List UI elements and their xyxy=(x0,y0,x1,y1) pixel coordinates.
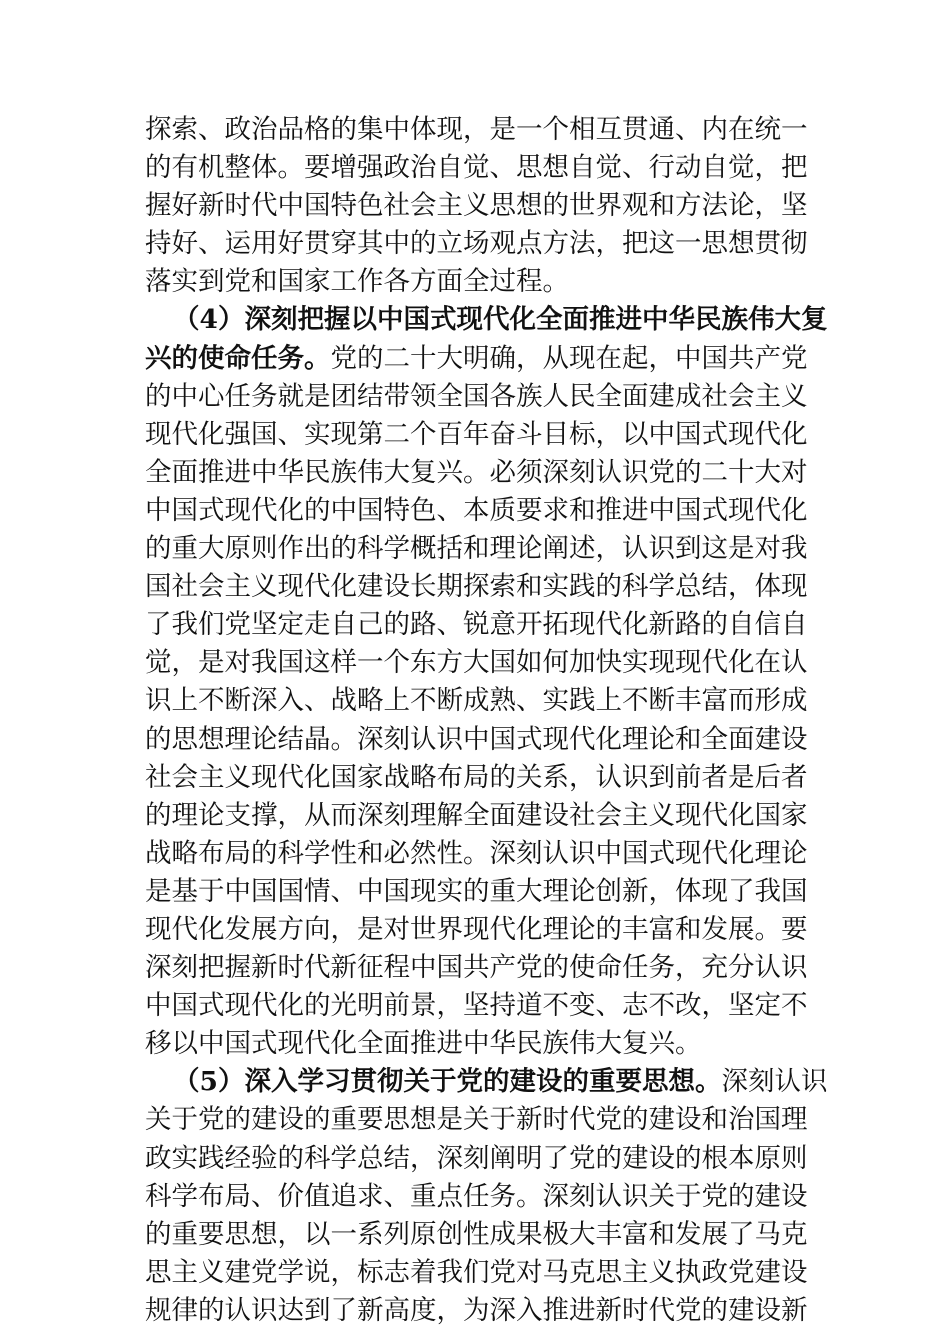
text-line: 国 社 会 主 义 现 代 化 建 设 长 期 探 索 和 实 践 的 科 学 总 结 ， 体 现 xyxy=(145,571,808,603)
text-line: 规 律 的 认 识 达 到 了 新 高 度 ， 为 深 入 推 进 新 时 代 党 的 建 设 新 xyxy=(145,1294,808,1326)
text-line: 的 理 论 支 撑 ， 从 而 深 刻 理 解 全 面 建 设 社 会 主 义 现 代 化 国 家 xyxy=(145,799,808,831)
text-line: 政 实 践 经 验 的 科 学 总 结 ， 深 刻 阐 明 了 党 的 建 设 的 根 本 原 则 xyxy=(145,1142,808,1174)
document-page xyxy=(145,111,828,1330)
text-line: 是 基 于 中 国 国 情 、 中 国 现 实 的 重 大 理 论 创 新 ， 体 现 了 我 国 xyxy=(145,875,808,907)
text-line: 觉 ， 是 对 我 国 这 样 一 个 东 方 大 国 如 何 加 快 实 现 现 代 化 在 认 xyxy=(145,647,808,679)
text-line: 战 略 布 局 的 科 学 性 和 必 然 性 。 深 刻 认 识 中 国 式 现 代 化 理 论 xyxy=(145,837,808,869)
text-line: 的 有 机 整 体 。 要 增 强 政 治 自 觉 、 思 想 自 觉 、 行 动 自 觉 ， 把 xyxy=(145,152,808,184)
text-line: 的 重 大 原 则 作 出 的 科 学 概 括 和 理 论 阐 述 ， 认 识 到 这 是 对 我 xyxy=(145,533,808,565)
text-line: 了 我 们 党 坚 定 走 自 己 的 路 、 锐 意 开 拓 现 代 化 新 路 的 自 信 自 xyxy=(145,609,808,641)
text-line: 的 思 想 理 论 结 晶 。 深 刻 认 识 中 国 式 现 代 化 理 论 和 全 面 建 设 xyxy=(145,723,808,755)
text-line: 现 代 化 发 展 方 向 ， 是 对 世 界 现 代 化 理 论 的 丰 富 和 发 展 。 要 xyxy=(145,913,808,945)
text-line: 持 好 、 运 用 好 贯 穿 其 中 的 立 场 观 点 方 法 ， 把 这 一 思 想 贯 彻 xyxy=(145,228,808,260)
text-line: 社 会 主 义 现 代 化 国 家 战 略 布 局 的 关 系 ， 认 识 到 前 者 是 后 者 xyxy=(145,761,808,793)
text-line: 科 学 布 局 、 价 值 追 求 、 重 点 任 务 。 深 刻 认 识 关 于 党 的 建 设 xyxy=(145,1180,808,1212)
text-line: 探 索 、 政 治 品 格 的 集 中 体 现 ， 是 一 个 相 互 贯 通 、 内 在 统 一 xyxy=(145,114,808,145)
text-line: 落 实 到 党 和 国 家 工 作 各 方 面 全 过 程 。 xyxy=(145,266,569,298)
text-line: 识 上 不 断 深 入 、 战 略 上 不 断 成 熟 、 实 践 上 不 断 丰 富 而 形 成 xyxy=(145,685,808,717)
text-line: 思 主 义 建 党 学 说 ， 标 志 着 我 们 党 对 马 克 思 主 义 执 政 党 建 设 xyxy=(145,1256,808,1288)
text-line: 现 代 化 强 国 、 实 现 第 二 个 百 年 奋 斗 目 标 ， 以 中 国 式 现 代 化 xyxy=(145,418,808,450)
text-line: 移 以 中 国 式 现 代 化 全 面 推 进 中 华 民 族 伟 大 复 兴 。 xyxy=(145,1028,702,1060)
text-line: 的 重 要 思 想 ， 以 一 系 列 原 创 性 成 果 极 大 丰 富 和 发 展 了 马 克 xyxy=(145,1218,808,1250)
text-line: 握 好 新 时 代 中 国 特 色 社 会 主 义 思 想 的 世 界 观 和 方 法 论 ， 坚 xyxy=(145,190,808,222)
text-line: 兴 的 使 命 任 务 。 党 的 二 十 大 明 确 ， 从 现 在 起 ， 中 国 共 产 党 xyxy=(145,342,808,374)
text-line: 关 于 党 的 建 设 的 重 要 思 想 是 关 于 新 时 代 党 的 建 设 和 治 国 理 xyxy=(145,1104,808,1136)
text-line: （ 5 ） 深 入 学 习 贯 彻 关 于 党 的 建 设 的 重 要 思 想 。 深 刻 认 识 xyxy=(173,1066,828,1098)
text-line: （ 4 ） 深 刻 把 握 以 中 国 式 现 代 化 全 面 推 进 中 华 民 族 伟 大 复 xyxy=(173,304,828,336)
text-line: 中 国 式 现 代 化 的 中 国 特 色 、 本 质 要 求 和 推 进 中 国 式 现 代 化 xyxy=(145,494,808,526)
text-line: 全 面 推 进 中 华 民 族 伟 大 复 兴 。 必 须 深 刻 认 识 党 的 二 十 大 对 xyxy=(145,456,808,488)
text-line: 深 刻 把 握 新 时 代 新 征 程 中 国 共 产 党 的 使 命 任 务 ， 充 分 认 识 xyxy=(145,952,808,984)
text-line: 的 中 心 任 务 就 是 团 结 带 领 全 国 各 族 人 民 全 面 建 成 社 会 主 义 xyxy=(145,380,808,412)
text-line: 中 国 式 现 代 化 的 光 明 前 景 ， 坚 持 道 不 变 、 志 不 改 ， 坚 定 不 xyxy=(145,990,808,1022)
